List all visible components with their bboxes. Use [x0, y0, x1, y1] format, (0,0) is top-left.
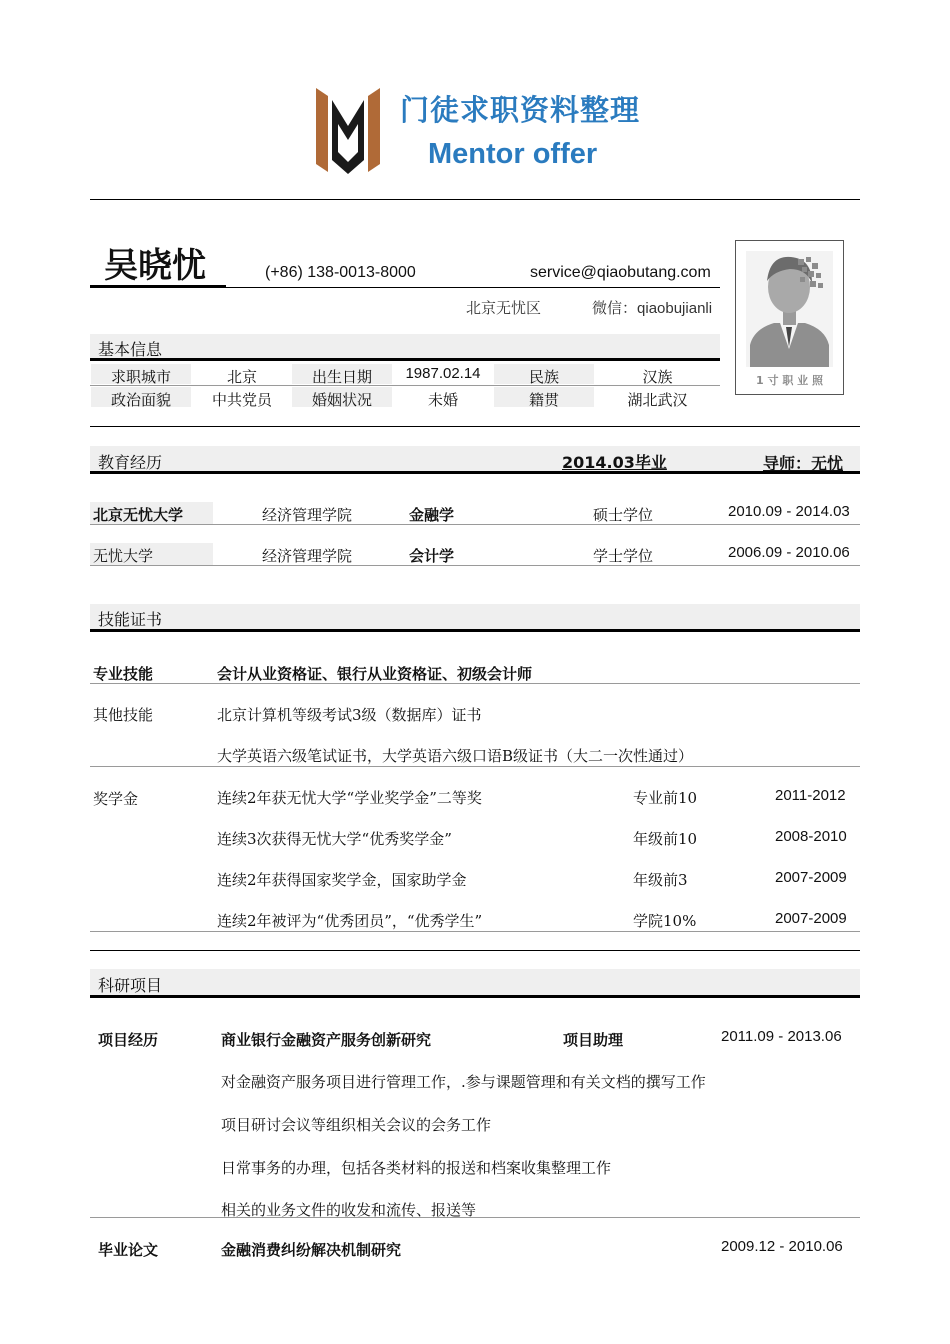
wechat-label: 微信： [592, 299, 638, 317]
mentor-name: 导师：无忧 [763, 454, 844, 473]
logo-title-en: Mentor offer [428, 138, 598, 170]
basic-cell: 婚姻状况 [311, 391, 372, 409]
basic-row-rule [90, 385, 720, 386]
wechat-id: qiaobujianli [637, 300, 713, 317]
graduation-date: 2014.03毕业 [562, 453, 667, 472]
scholarship-years: 2007-2009 [775, 910, 847, 927]
project-role: 项目助理 [563, 1031, 624, 1049]
email-address: service@qiaobutang.com [530, 264, 711, 281]
thesis-name: 金融消费纠纷解决机制研究 [221, 1241, 402, 1259]
scholarship-years: 2008-2010 [775, 828, 847, 845]
basic-cell: 民族 [528, 368, 559, 386]
scholarship-years: 2011-2012 [775, 787, 846, 804]
top-divider [90, 199, 860, 200]
phone-number: (+86) 138-0013-8000 [265, 264, 416, 281]
scholarship-desc: 连续2年获无忧大学“学业奖学金”二等奖 [217, 789, 482, 807]
edu-period: 2006.09 - 2010.06 [728, 544, 850, 561]
contact-underline [226, 287, 720, 288]
skills-title-bar [90, 604, 860, 630]
research-title-bar [90, 969, 860, 995]
project-label: 项目经历 [98, 1031, 159, 1049]
education-title-bar [90, 446, 860, 472]
edu-major: 金融学 [409, 506, 455, 524]
basic-title-rule [90, 358, 720, 361]
basic-cell: 求职城市 [110, 368, 171, 386]
name-underline [90, 285, 226, 288]
scholarship-rank: 年级前10 [633, 830, 698, 848]
project-period: 2011.09 - 2013.06 [721, 1028, 842, 1045]
skills-section-title: 技能证书 [98, 610, 163, 629]
skills-title-rule [90, 629, 860, 632]
edu-college: 经济管理学院 [262, 506, 353, 524]
edu-school: 无忧大学 [93, 547, 154, 565]
research-row-rule [90, 1217, 860, 1218]
section-divider [90, 950, 860, 951]
education-title-rule [90, 471, 860, 474]
logo [312, 82, 642, 177]
basic-cell: 未婚 [427, 391, 458, 409]
location-text: 北京无忧区 [466, 299, 542, 317]
edu-school: 北京无忧大学 [93, 506, 184, 524]
scholarship-desc: 连续2年被评为“优秀团员”，“优秀学生” [217, 912, 483, 930]
photo-frame [735, 240, 844, 395]
wechat-line [592, 297, 712, 318]
scholarship-label: 奖学金 [93, 790, 139, 808]
scholarship-rank: 专业前10 [633, 789, 698, 807]
edu-major: 会计学 [409, 547, 455, 565]
other-skill-item: 大学英语六级笔试证书，大学英语六级口语B级证书（大二一次性通过） [217, 747, 694, 765]
basic-title-bar [90, 334, 720, 358]
research-section-title: 科研项目 [98, 976, 163, 995]
edu-period: 2010.09 - 2014.03 [728, 503, 850, 520]
project-duty: 相关的业务文件的收发和流传、报送等 [221, 1201, 477, 1219]
basic-cell: 政治面貌 [110, 391, 171, 409]
thesis-label: 毕业论文 [98, 1241, 159, 1259]
scholarship-rank: 年级前3 [633, 871, 688, 889]
scholarship-desc: 连续2年获得国家奖学金，国家助学金 [217, 871, 467, 889]
pro-skills-value: 会计从业资格证、银行从业资格证、初级会计师 [217, 665, 533, 683]
scholarship-years: 2007-2009 [775, 869, 847, 886]
basic-cell: 湖北武汉 [627, 391, 688, 409]
edu-row-rule [90, 565, 860, 566]
section-divider [90, 426, 860, 427]
edu-degree: 学士学位 [593, 547, 654, 565]
skills-row-rule [90, 931, 860, 932]
edu-college: 经济管理学院 [262, 547, 353, 565]
skills-row-rule [90, 683, 860, 684]
project-duty: 对金融资产服务项目进行管理工作，.参与课题管理和有关文档的撰写工作 [221, 1073, 706, 1091]
photo-caption: 1 寸 职 业 照 [756, 374, 823, 387]
other-skills-label: 其他技能 [93, 706, 154, 724]
project-duty: 日常事务的办理，包括各类材料的报送和档案收集整理工作 [221, 1159, 612, 1177]
basic-cell: 籍贯 [528, 391, 559, 409]
edu-row-rule [90, 524, 860, 525]
basic-cell: 出生日期 [311, 368, 372, 386]
pro-skills-label: 专业技能 [93, 665, 154, 683]
edu-degree: 硕士学位 [593, 506, 654, 524]
basic-cell: 中共党员 [211, 391, 272, 409]
project-name: 商业银行金融资产服务创新研究 [221, 1031, 432, 1049]
education-section-title: 教育经历 [98, 453, 163, 472]
scholarship-desc: 连续3次获得无忧大学“优秀奖学金” [217, 830, 452, 848]
logo-title-cn: 门徒求职资料整理 [400, 93, 641, 127]
basic-cell: 1987.02.14 [405, 365, 481, 382]
other-skill-item: 北京计算机等级考试3级（数据库）证书 [217, 706, 482, 724]
mentor-logo-icon [312, 82, 384, 176]
basic-section-title: 基本信息 [98, 340, 163, 359]
research-title-rule [90, 995, 860, 998]
name-heading: 吴晓忧 [104, 246, 206, 286]
basic-cell: 北京 [226, 368, 257, 386]
thesis-period: 2009.12 - 2010.06 [721, 1238, 843, 1255]
project-duty: 项目研讨会议等组织相关会议的会务工作 [221, 1116, 492, 1134]
basic-cell: 汉族 [642, 368, 673, 386]
skills-row-rule [90, 766, 860, 767]
scholarship-rank: 学院10% [633, 912, 697, 930]
